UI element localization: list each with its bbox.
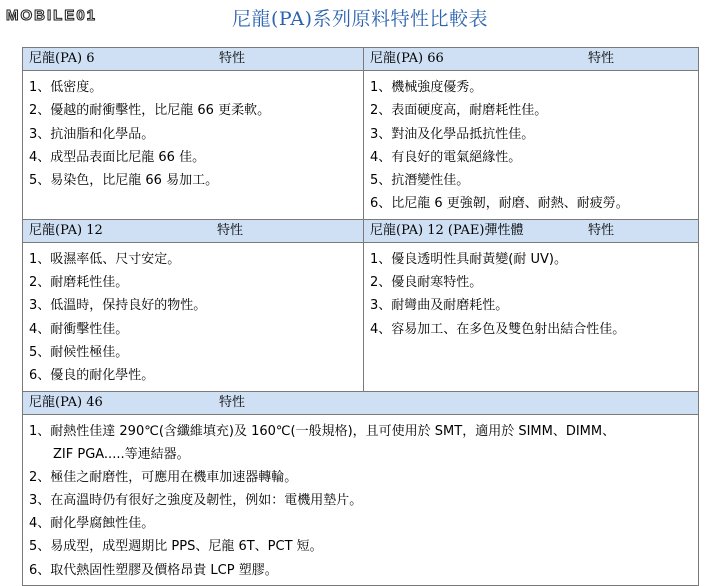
- cell-pa46: [23, 414, 699, 585]
- cell-pa12: [23, 242, 364, 391]
- header-pa66: [364, 48, 699, 71]
- list-item: 4、容易加工、在多色及雙色射出結合性佳。: [370, 321, 626, 337]
- comparison-table: [22, 47, 699, 586]
- list-item: 1、機械強度優秀。: [370, 80, 483, 95]
- header-pa12-attr: 特性: [217, 222, 244, 238]
- header-pa66-attr: 特性: [588, 51, 615, 66]
- page-title: 尼龍(PA)系列原料特性比較表: [231, 8, 489, 30]
- header-pa6-attr: 特性: [219, 51, 246, 66]
- list-item: 6、優良的耐化學性。: [29, 368, 155, 384]
- list-item-line: ZIF PGA.....等連結器。: [53, 446, 190, 462]
- list-item: 5、耐候性極佳。: [29, 344, 129, 360]
- list-item: 3、在高溫時仍有很好之強度及韌性，例如：電機用墊片。: [29, 492, 363, 508]
- list-item: 2、優良耐寒特性。: [370, 275, 483, 291]
- list-item: [29, 420, 692, 466]
- list-pa12e: [364, 243, 698, 344]
- list-item: 4、有良好的電氣絕緣性。: [370, 149, 522, 165]
- cell-pa6: [23, 71, 364, 220]
- header-pa46-name: 尼龍(PA) 46: [29, 394, 103, 410]
- list-item: 2、優越的耐衝擊性，比尼龍 66 更柔軟。: [29, 103, 271, 119]
- header-pa12-name: 尼龍(PA) 12: [29, 222, 103, 238]
- header-pa46: [23, 391, 699, 414]
- list-item: 1、優良透明性具耐黃變(耐 UV)。: [370, 251, 567, 267]
- header-pa12e-name: 尼龍(PA) 12 (PAE)彈性體: [370, 222, 524, 238]
- list-item: 4、成型品表面比尼龍 66 佳。: [29, 149, 206, 165]
- list-pa66: [364, 71, 698, 219]
- list-item: 6、取代熱固性塑膠及價格昂貴 LCP 塑膠。: [29, 562, 278, 578]
- list-pa12: [23, 243, 363, 391]
- cell-pa12e: [364, 242, 699, 391]
- list-item: 6、比尼龍 6 更強韌，耐磨、耐熱、耐疲勞。: [370, 196, 629, 212]
- list-item: 1、吸濕率低、尺寸安定。: [29, 251, 181, 267]
- list-item: 4、耐化學腐蝕性佳。: [29, 516, 155, 532]
- header-pa12: [23, 219, 364, 242]
- header-pa66-name: 尼龍(PA) 66: [370, 51, 444, 66]
- header-pa12e-attr: 特性: [588, 222, 615, 238]
- list-item: 1、低密度。: [29, 80, 103, 95]
- header-pa6-name: 尼龍(PA) 6: [29, 51, 95, 66]
- header-pa12e: [364, 219, 699, 242]
- list-item: 3、耐彎曲及耐磨耗性。: [370, 298, 509, 314]
- list-item: 2、表面硬度高，耐磨耗性佳。: [370, 103, 548, 119]
- list-item: 2、耐磨耗性佳。: [29, 275, 129, 291]
- header-pa6: [23, 48, 364, 71]
- cell-pa66: [364, 71, 699, 220]
- list-item: 4、耐衝擊性佳。: [29, 321, 129, 337]
- list-item-line: 1、耐熱性佳達 290℃(含纖維填充)及 160℃(一般規格)，且可使用於 SMT，適用於 SIMM、DIMM、: [29, 423, 616, 439]
- list-item: 3、低溫時，保持良好的物性。: [29, 298, 207, 314]
- list-pa6: [23, 71, 363, 195]
- list-item: 2、極佳之耐磨性，可應用在機車加速器轉輪。: [29, 469, 298, 485]
- list-item: 5、易染色，比尼龍 66 易加工。: [29, 173, 219, 189]
- logo-text: MOBILE01: [6, 6, 98, 24]
- list-item: 3、對油及化學品抵抗性佳。: [370, 126, 535, 142]
- list-item: 5、易成型，成型週期比 PPS、尼龍 6T、PCT 短。: [29, 539, 323, 555]
- list-pa46: [23, 415, 698, 585]
- list-item: 3、抗油脂和化學品。: [29, 126, 155, 142]
- list-item: 5、抗潛變性佳。: [370, 173, 470, 189]
- header-pa46-attr: 特性: [219, 394, 246, 410]
